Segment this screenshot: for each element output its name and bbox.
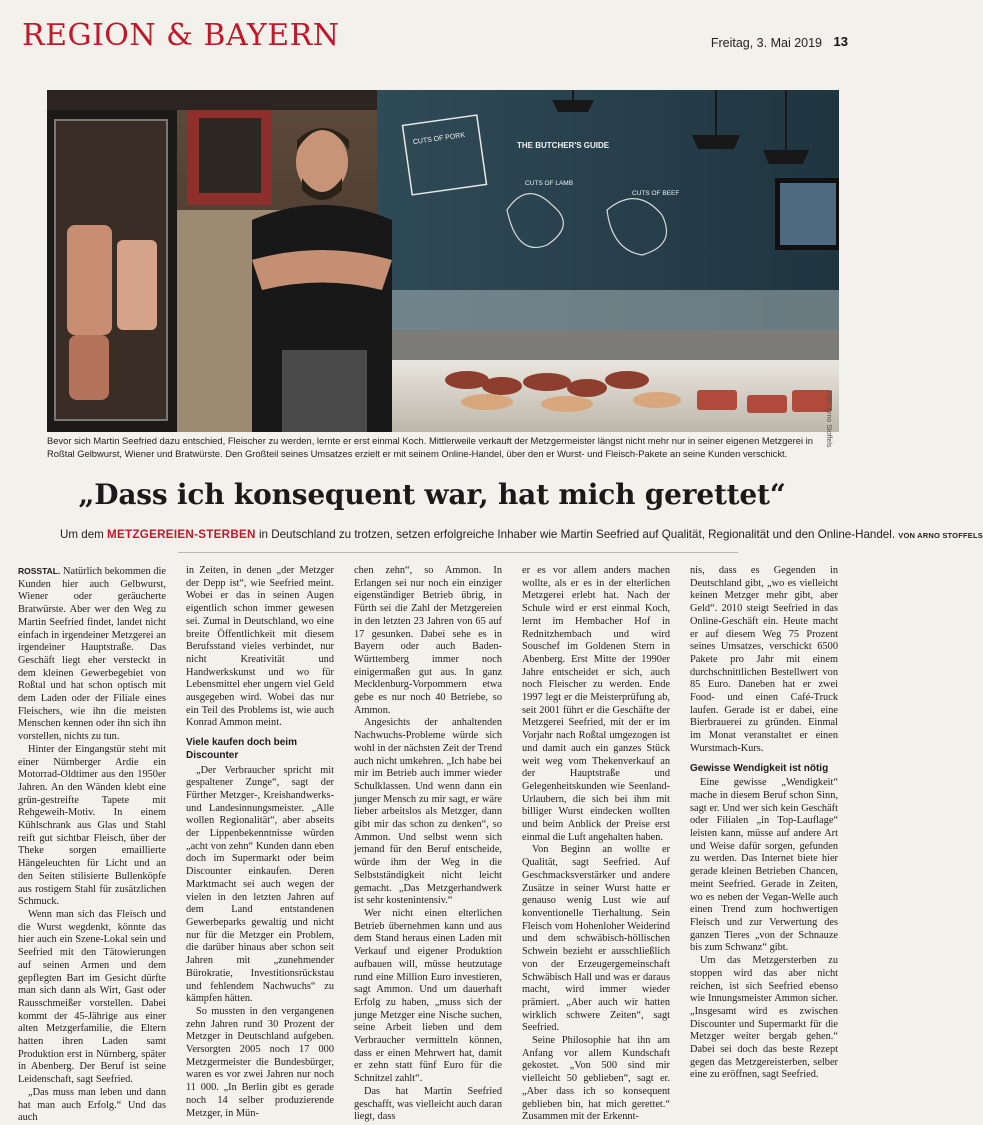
subheading: Gewisse Wendigkeit ist nötig	[690, 762, 829, 774]
paragraph: nis, dass es Gegenden in Deutschland gibt, „wo es vielleicht keinen Metzger mehr gibt, aber Geld“. 2010 steigt Seefried in das Online-Geschäft ein. Heute macht er auf diesem Weg 75 Prozent seines Umsatzes, verschickt 6500 Pakete pro Jahr mit einem durchschnittlichen Bestellwert von 85 Euro. Daneben hat er zwei Food- und einen Café-Truck laufen. Gerade ist er dabei, eine Bierbrauerei zu gründen. Einmal im Monat veranstaltet er einen Wurstmach-Kurs.	[690, 565, 838, 754]
article-column-2	[186, 565, 334, 1120]
paragraph: Von Beginn an wollte er Qualität, sagt Seefried. Auf Geschmacksverstärker und andere Zusätze in seiner Wurst hatte er genauso wenig Lust wie auf konventionelle Tierhaltung. Sein Fleisch vom Hohenloher Weiderind und dem schwäbisch-höllischen Schwein bezieht er ausschließlich von der Erzeugergemeinschaft Schwäbisch Hall und was er daraus macht, wird immer wieder prämiert. „Aber auch wir hatten wirklich schwere Zeiten“, sagt Seefried.	[522, 844, 670, 1034]
paragraph: Das hat Martin Seefried geschafft, was vielleicht auch daran liegt, dass	[354, 1085, 502, 1123]
photo-credit: Foto: Arno Stoffels	[825, 390, 832, 448]
section-title: REGION & BAYERN	[22, 18, 340, 53]
issue-date: Freitag, 3. Mai 2019	[710, 36, 822, 50]
chalk-sign-cuts-of-beef	[632, 190, 679, 197]
article-column-4	[522, 565, 670, 1124]
article-headline: „Dass ich konsequent war, hat mich gerettet“	[78, 478, 786, 511]
paragraph	[18, 565, 166, 744]
paragraph: chen zehn“, so Ammon. In Erlangen sei nur noch ein einziger eigenständiger Betrieb übrig, in Fürth sei die Zahl der Metzgereien in den letzten 23 Jahren von 65 auf 17 gesunken. Dabei sehe es in Bayern oder auch Baden-Württemberg immer noch einigermaßen gut aus. In ganz Mecklenburg-Vorpommern etwa gebe es nur noch 40 Betriebe, so Ammon.	[354, 565, 502, 716]
paragraph: Um das Metzgersterben zu stoppen wird das aber nicht reichen, ist sich Seefried ebenso wie Innungsmeister Ammon sicher. „Insgesamt wird es zwischen Discounter und Supermarkt für die Metzger weiter bergab gehen.“ Dabei sei doch das beste Rezept gegen das Metzgereisterben, selber eine zu eröffnen, sagt Seefried.	[690, 955, 838, 1081]
paragraph: er es vor allem anders machen wollte, als er es in der elterlichen Metzgerei erlebt hat. Nach der Schule wird er erst einmal Koch, lernt im Hembacher Hof in Rednitzhembach und wird Souschef im Goldenen Stern in Abenberg. Erst Mitte der 1990er Jahre entscheidet er sich, auch noch Fleischer zu werden. Ende 1997 legt er die Meisterprüfung ab, seit 2001 führt er die Geschäfte der Metzgerei Seefried, mit der er im Vorjahr nach Roßtal umgezogen ist und damit auch ein ganzes Stück weit weg vom Thekenverkauf an der Hauptstraße und Gelegenheitskunden wie Seenland-Urlaubern, die sich bei ihm mit billiger Wurst eindecken wollten und beim Anblick der Preise erst einmal die Luft angehalten haben.	[522, 565, 670, 843]
article-column-5	[690, 565, 838, 1082]
article-column-3	[354, 565, 502, 1124]
subline-text-pre: Um dem	[60, 528, 108, 541]
svg-text:CUTS OF LAMB: CUTS OF LAMB	[525, 180, 574, 187]
byline: VON ARNO STOFFELS	[898, 531, 983, 540]
subline-keyword: METZGEREIEN-STERBEN	[107, 528, 256, 541]
paragraph: Wenn man sich das Fleisch und die Wurst wegdenkt, könnte das hier auch ein Szene-Lokal sein und Seefried mit den Tätowierungen auf seinen Armen und dem gepflegten Bart im Gesicht dürfte man sich dann als Wirt, Gast oder Rausschmeißer vorstellen. Dabei kommt der 45-Jährige aus einer alten Metzgerfamilie, die Eltern hatten ihren Laden samt Produktion erst in Nürnberg, später in Abenberg. Der Beruf ist seine Leidenschaft, sagt Seefried.	[18, 908, 166, 1086]
paragraph: in Zeiten, in denen „der Metzger der Depp ist“, wie Seefried meint. Wobei er das in seinen Augen eigentlich schon immer gewesen sei. Zumal in Deutschland, wo eine breite Öffentlichkeit mit diesem Berufsstand vieles verbindet, nur nicht Kreativität und Handwerkskunst und wo für Lebensmittel eher ungern viel Geld ausgegeben wird. Wobei das nur ein Teil des Problems ist, wie auch Konrad Ammon meint.	[186, 565, 334, 729]
svg-text:THE BUTCHER'S GUIDE: THE BUTCHER'S GUIDE	[517, 141, 610, 150]
divider	[178, 552, 738, 553]
photo-caption: Bevor sich Martin Seefried dazu entschied, Fleischer zu werden, lernte er erst einmal Koch. Mittlerweile verkauft der Metzgermeister längst nicht mehr nur in seiner eigenen Metzgerei in Roßtal Gelbwurst, Wiener und Bratwürste. Den Großteil seines Umsatzes erzielt er mit seinem Online-Handel, über den er Wurst- und Fleisch-Pakete an seine Kunden verschickt.	[47, 435, 813, 459]
paragraph: Wer nicht einen elterlichen Betrieb übernehmen kann und aus dem Stand heraus einen Laden mit Verkauf und eigener Produktion aufbauen will, müsse heutzutage rund eine Million Euro investieren, sagt Ammon. Und um dauerhaft Erfolg zu haben, „muss sich der junge Metzger eine Nische suchen, seine Arbeit lieben und dem Verbraucher vermitteln können, dass er einen Mehrwert hat, damit er zehn statt fünf Euro für die Schnitzel zahlt“.	[354, 907, 502, 1085]
article-subline	[60, 528, 983, 541]
paragraph: Angesichts der anhaltenden Nachwuchs-Probleme würde sich wohl in der nächsten Zeit der Trend auch nicht umkehren. „Ich habe bei mir im Betrieb auch immer wieder Schulklassen. Und wenn dann ein junger Mensch zu mir sagt, er wäre lieber arbeitslos als Metzger, dann gibt mir das schon zu denken“, so Ammon. Und selbst wenn sich jemand für den Beruf entscheide, würde ihm der Weg in die Selbstständigkeit nicht leicht gemacht. „Das Metzgerhandwerk ist sehr kostenintensiv.“	[354, 717, 502, 907]
dateline: ROSSTAL.	[18, 566, 61, 576]
page-header	[20, 14, 850, 58]
svg-text:CUTS OF PORK: CUTS OF PORK	[412, 131, 466, 147]
paragraph: Hinter der Eingangstür steht mit einer Nürnberger Ardie ein Motorrad-Oldtimer aus den 1950er Jahren. An den Wänden klebt eine grün-gestreifte Tapete mit Rehgeweih-Motiv. In einem Kühlschrank aus Glas und Stahl reift gut sichtbar Fleisch, über der Theke sorgen emaillierte Hängeleuchten für Licht und an den Seiten stilisierte Bullenköpfe aus rostigem Stahl für zusätzlichen Schmuck.	[18, 743, 166, 908]
chalk-sign-butchers-guide	[517, 141, 610, 150]
subheading: Viele kaufen doch beim Discounter	[186, 737, 297, 761]
paragraph-text: Natürlich bekommen die Kunden hier auch Gelbwurst, Wiener oder geräucherte Bratwürste. Aber wer den Weg zu Martin Seefried findet, landet nicht einfach in irgendeiner Metzgerei an irgendeiner Hauptstraße. Das Geschäft liegt eher versteckt in dem kleinen Gewerbegebiet von Roßtal und hat schon optisch mit dem Laden oder der Filiale eines Fleischers, wie ihn die meisten Menschen kennen oder ihn sich ihn vorstellen, nichts zu tun.	[18, 566, 166, 743]
page-number: 13	[833, 34, 848, 49]
paragraph: So mussten in den vergangenen zehn Jahren rund 30 Prozent der Metzger in Deutschland aufgeben. Versorgten 2005 noch 17 000 Metzgermeister die Bundesbürger, waren es vor zwei Jahren nur noch 11 000. „In Berlin gibt es gerade noch 14 selber produzierende Metzger, in Mün-	[186, 1005, 334, 1119]
paragraph: Seine Philosophie hat ihn am Anfang vor allem Kundschaft gekostet. „Von 500 sind mir vielleicht 50 geblieben“, sagt er. „Aber dass ich so konsequent geblieben bin, hat mich gerettet.“ Zusammen mit der Erkennt-	[522, 1035, 670, 1123]
paragraph: „Das muss man leben und dann hat man auch Erfolg.“ Und das auch	[18, 1086, 166, 1124]
butcher-shop-illustration	[47, 90, 839, 432]
paragraph: „Der Verbraucher spricht mit gespaltener Zunge“, sagt der Fürther Metzger-, Kreishandwerks- und Landesinnungsmeister. „Alle wollen Regionalität“, aber abseits der Lippenbekenntnisse würden „acht von zehn“ Kunden dann eben doch im Supermarkt oder beim Discounter einkaufen. Deren Marktmacht sei auch wegen der vielen in den letzten Jahren auf dem Land entstandenen Gewerbeparks gewaltig und nicht nur für die Metzger ein Problem, die darüber hinaus aber schon seit Jahren mit „zunehmender Bürokratie, Investitionsrückstau und fehlendem Nachwuchs“ zu kämpfen hätten.	[186, 764, 334, 1005]
article-column-1	[18, 565, 166, 1125]
paragraph: Eine gewisse „Wendigkeit“ mache in diesem Beruf schon Sinn, sagt er. Und wer sich kein Geschäft oder Filialen „in Top-Lauflage“ leisten kann, müsse auf andere Art und Weise dafür sorgen, gefunden zu werden. Das Internet biete hier gerade kleinen Betrieben Chancen, meint Seefried. Gerade in Zeiten, wo es neben der Vegan-Welle auch einen Trend zum hochwertigen Fleisch und zur Verwertung des ganzen Tieres „von der Schnauze bis zum Schwanz“ gibt.	[690, 777, 838, 954]
chalk-sign-cuts-of-lamb	[525, 180, 573, 187]
svg-text:CUTS OF BEEF: CUTS OF BEEF	[632, 190, 680, 197]
subline-text-post: in Deutschland zu trotzen, setzen erfolgreiche Inhaber wie Martin Seefried auf Qualität, Regionalität und den Online-Handel.	[255, 528, 896, 541]
